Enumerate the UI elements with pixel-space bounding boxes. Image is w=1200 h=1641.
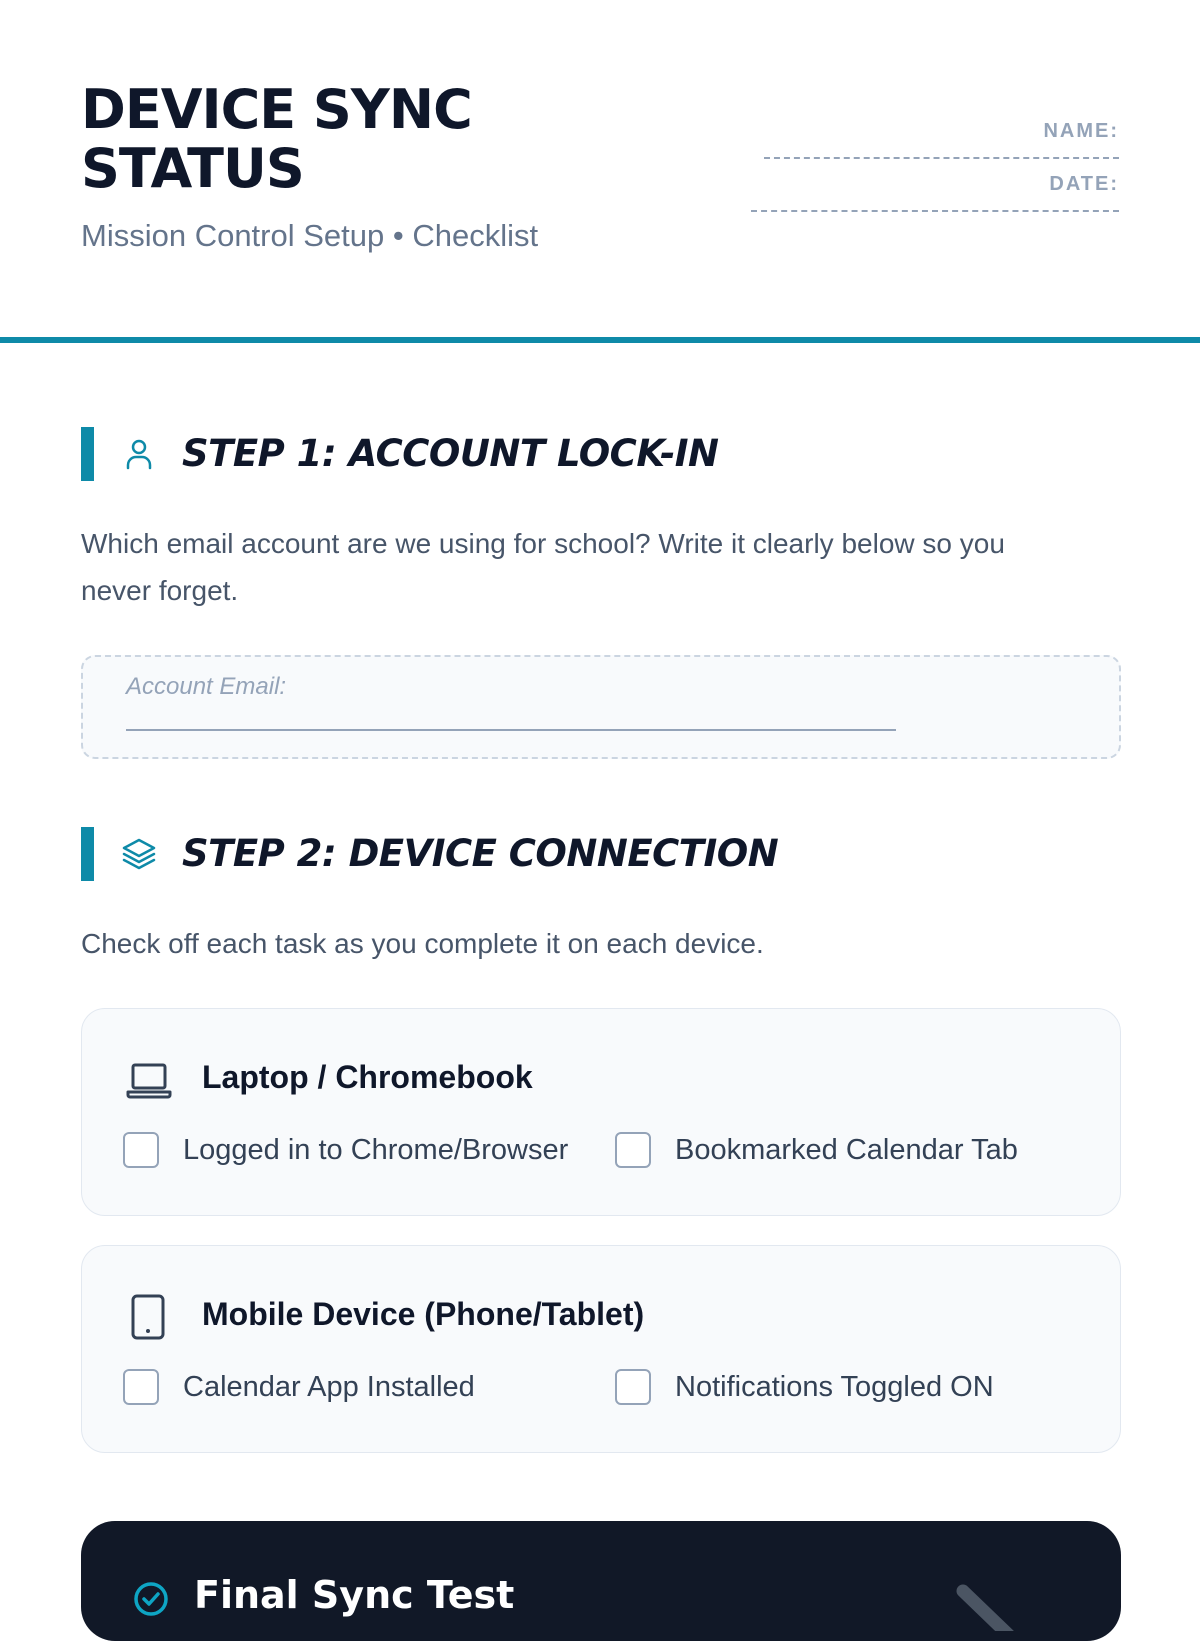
task-checkbox[interactable] (615, 1369, 651, 1405)
section-accent-bar (81, 827, 94, 881)
page-title: DEVICE SYNC STATUS (81, 78, 472, 200)
final-sync-panel (81, 1521, 1121, 1641)
tablet-icon (124, 1292, 174, 1342)
account-email-field[interactable] (81, 655, 1121, 759)
account-email-label: Account Email: (126, 673, 287, 700)
step1-title: STEP 1: ACCOUNT LOCK-IN (182, 432, 719, 475)
task-label: Calendar App Installed (183, 1371, 475, 1403)
section-accent-bar (81, 427, 94, 481)
check-circle-icon (131, 1579, 171, 1619)
user-icon (121, 436, 157, 472)
layers-icon (121, 836, 157, 872)
task-label: Logged in to Chrome/Browser (183, 1134, 569, 1166)
date-field[interactable] (751, 210, 1119, 212)
student-meta (719, 120, 1119, 226)
task-checkbox[interactable] (615, 1132, 651, 1168)
name-field[interactable] (764, 157, 1119, 159)
step1-description: Which email account are we using for school? Write it clearly below so you never forget. (81, 528, 1005, 606)
final-title: Final Sync Test (194, 1573, 515, 1617)
step2-heading (81, 827, 1121, 881)
name-label: NAME: (1043, 120, 1119, 142)
task-checkbox[interactable] (123, 1132, 159, 1168)
device-title: Mobile Device (Phone/Tablet) (202, 1296, 645, 1332)
task-label: Notifications Toggled ON (675, 1371, 994, 1403)
account-email-line (126, 729, 896, 731)
step2-description: Check off each task as you complete it on each device. (81, 928, 764, 959)
task-label: Bookmarked Calendar Tab (675, 1134, 1018, 1166)
step1-heading (81, 427, 1121, 481)
task-checkbox[interactable] (123, 1369, 159, 1405)
laptop-icon (124, 1055, 174, 1105)
page-subtitle: Mission Control Setup • Checklist (81, 218, 539, 253)
device-card-mobile (81, 1245, 1121, 1453)
device-title: Laptop / Chromebook (202, 1059, 533, 1095)
step2-title: STEP 2: DEVICE CONNECTION (182, 832, 779, 875)
page-header (0, 0, 1200, 343)
decorative-stroke-icon (947, 1571, 1057, 1631)
date-label: DATE: (1049, 173, 1119, 195)
device-card-laptop (81, 1008, 1121, 1216)
